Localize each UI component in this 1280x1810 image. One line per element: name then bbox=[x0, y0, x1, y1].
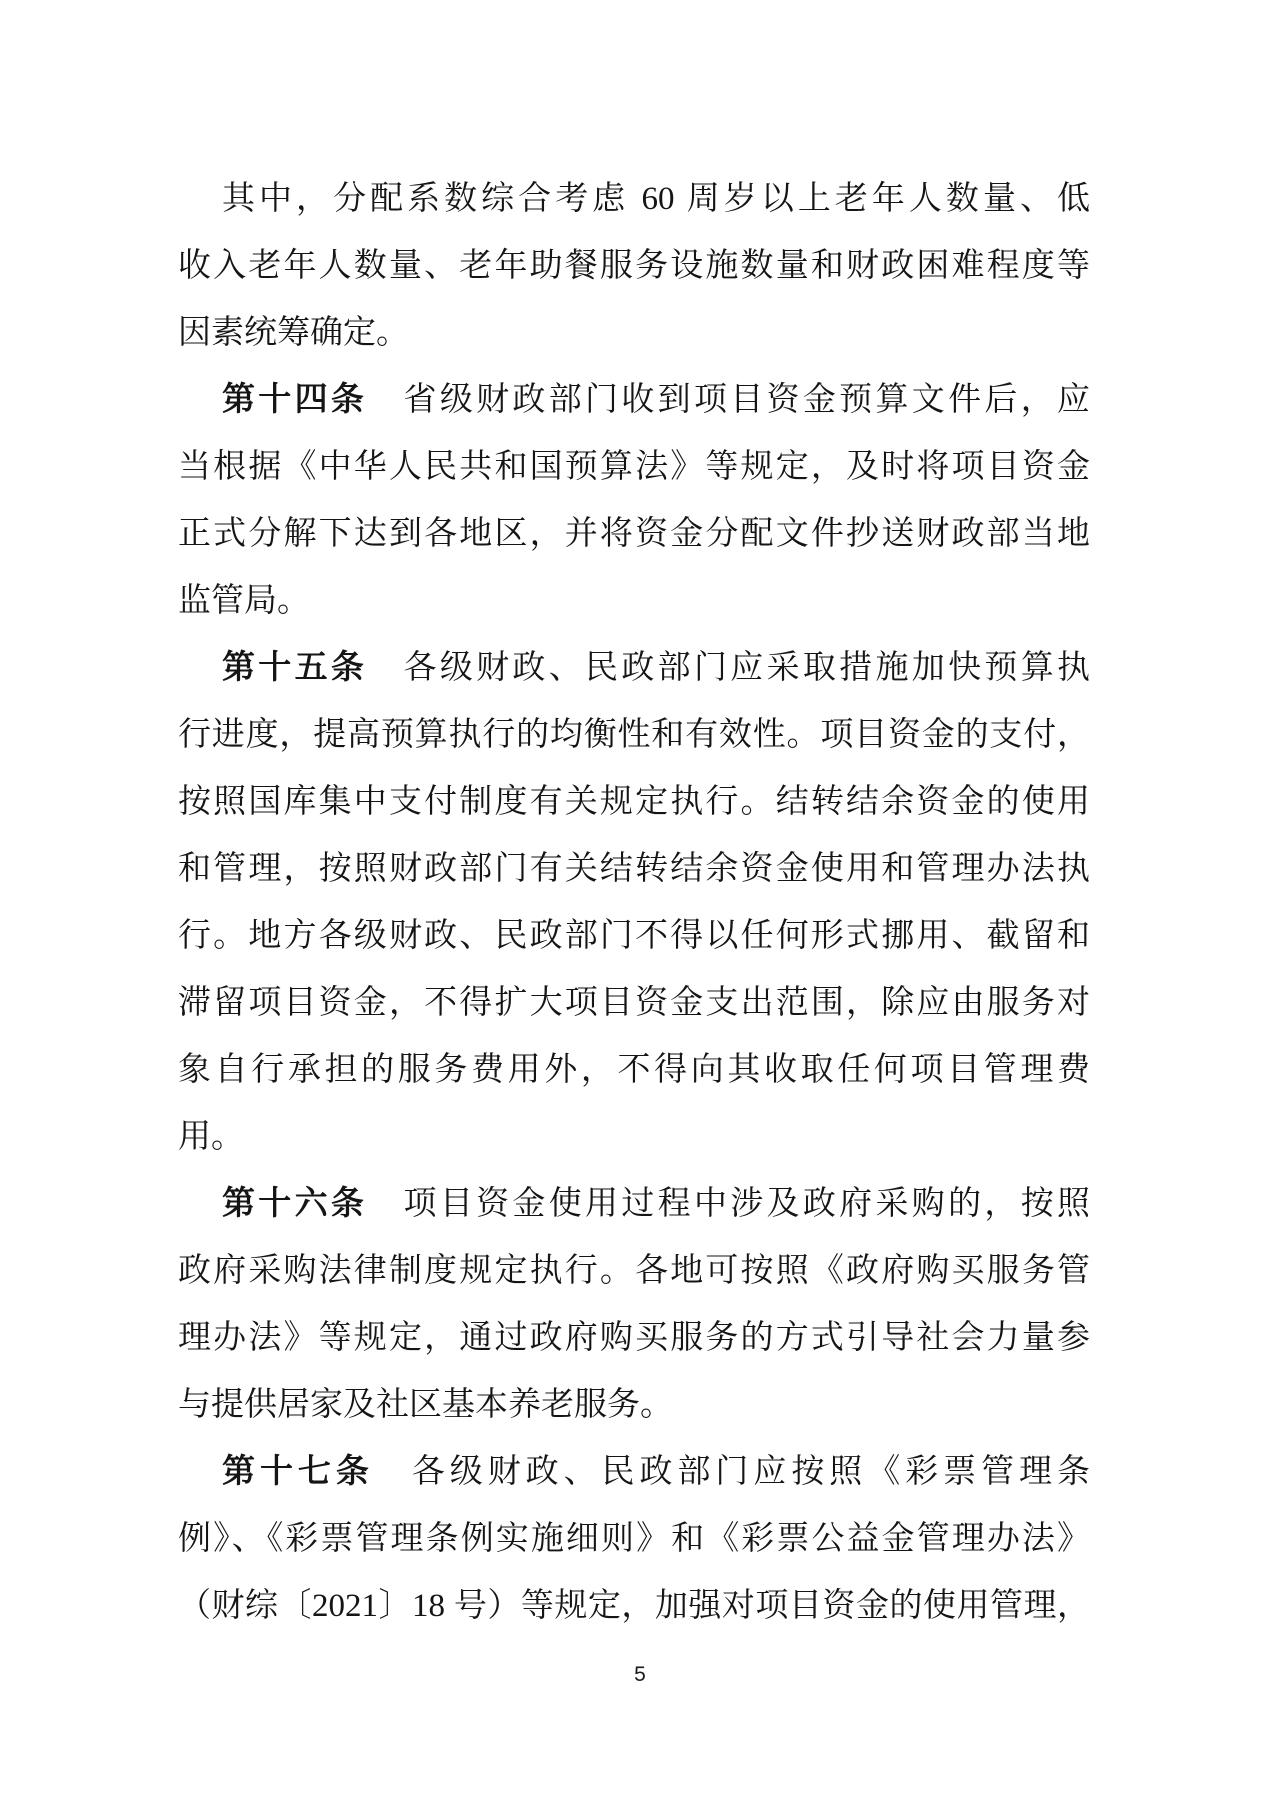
line-text: 当根据《中华人民共和国预算法》等规定，及时将项目资金 bbox=[178, 449, 1090, 485]
text-line bbox=[178, 1238, 1090, 1305]
text-line bbox=[178, 1305, 1090, 1372]
article-number: 第十四条 bbox=[222, 382, 368, 418]
paragraph bbox=[178, 166, 1090, 367]
article-number: 第十七条 bbox=[222, 1454, 374, 1490]
line-text: 因素统筹确定。 bbox=[178, 315, 409, 351]
text-line bbox=[178, 1506, 1090, 1573]
paragraph bbox=[178, 1439, 1090, 1640]
text-line bbox=[178, 434, 1090, 501]
text-line bbox=[178, 769, 1090, 836]
text-line bbox=[178, 903, 1090, 970]
line-text: 监管局。 bbox=[178, 583, 310, 619]
text-line bbox=[178, 1037, 1090, 1104]
text-line bbox=[178, 836, 1090, 903]
line-text: 其中，分配系数综合考虑 60 周岁以上老年人数量、低 bbox=[222, 181, 1090, 217]
line-text: 省级财政部门收到项目资金预算文件后，应 bbox=[367, 382, 1091, 418]
line-text: 与提供居家及社区基本养老服务。 bbox=[178, 1387, 673, 1423]
paragraph bbox=[178, 635, 1090, 1171]
text-line bbox=[178, 568, 1090, 635]
text-line bbox=[178, 166, 1090, 233]
line-text: 行进度，提高预算执行的均衡性和有效性。项目资金的支付， bbox=[178, 717, 1090, 753]
text-line bbox=[178, 367, 1090, 434]
line-text: 滞留项目资金，不得扩大项目资金支出范围，除应由服务对 bbox=[178, 985, 1090, 1021]
line-text: 行。地方各级财政、民政部门不得以任何形式挪用、截留和 bbox=[178, 918, 1090, 954]
document-body bbox=[178, 166, 1090, 1640]
page-number: 5 bbox=[634, 1663, 646, 1686]
text-line bbox=[178, 1372, 1090, 1439]
line-text: 各级财政、民政部门应采取措施加快预算执 bbox=[367, 650, 1091, 686]
line-text: 项目资金使用过程中涉及政府采购的，按照 bbox=[367, 1186, 1091, 1222]
text-line bbox=[178, 635, 1090, 702]
line-text: 正式分解下达到各地区，并将资金分配文件抄送财政部当地 bbox=[178, 516, 1090, 552]
line-text: 象自行承担的服务费用外，不得向其收取任何项目管理费 bbox=[178, 1052, 1090, 1088]
article-number: 第十五条 bbox=[222, 650, 368, 686]
line-text: 各级财政、民政部门应按照《彩票管理条 bbox=[373, 1454, 1091, 1490]
article-number: 第十六条 bbox=[222, 1186, 368, 1222]
text-line bbox=[178, 1104, 1090, 1171]
text-line bbox=[178, 970, 1090, 1037]
line-text: 理办法》等规定，通过政府购买服务的方式引导社会力量参 bbox=[178, 1320, 1090, 1356]
text-line bbox=[178, 233, 1090, 300]
text-line bbox=[178, 501, 1090, 568]
line-text: 政府采购法律制度规定执行。各地可按照《政府购买服务管 bbox=[178, 1253, 1090, 1289]
line-text: 用。 bbox=[178, 1119, 244, 1155]
line-text: 收入老年人数量、老年助餐服务设施数量和财政困难程度等 bbox=[178, 248, 1090, 284]
text-line bbox=[178, 300, 1090, 367]
line-text: 按照国库集中支付制度有关规定执行。结转结余资金的使用 bbox=[178, 784, 1090, 820]
text-line bbox=[178, 1573, 1090, 1640]
text-line bbox=[178, 1171, 1090, 1238]
text-line bbox=[178, 702, 1090, 769]
line-text: （财综〔2021〕18 号）等规定，加强对项目资金的使用管理， bbox=[178, 1588, 1090, 1624]
paragraph bbox=[178, 1171, 1090, 1439]
line-text: 和管理，按照财政部门有关结转结余资金使用和管理办法执 bbox=[178, 851, 1090, 887]
text-line bbox=[178, 1439, 1090, 1506]
line-text: 例》、《彩票管理条例实施细则》和《彩票公益金管理办法》 bbox=[178, 1521, 1090, 1557]
paragraph bbox=[178, 367, 1090, 635]
